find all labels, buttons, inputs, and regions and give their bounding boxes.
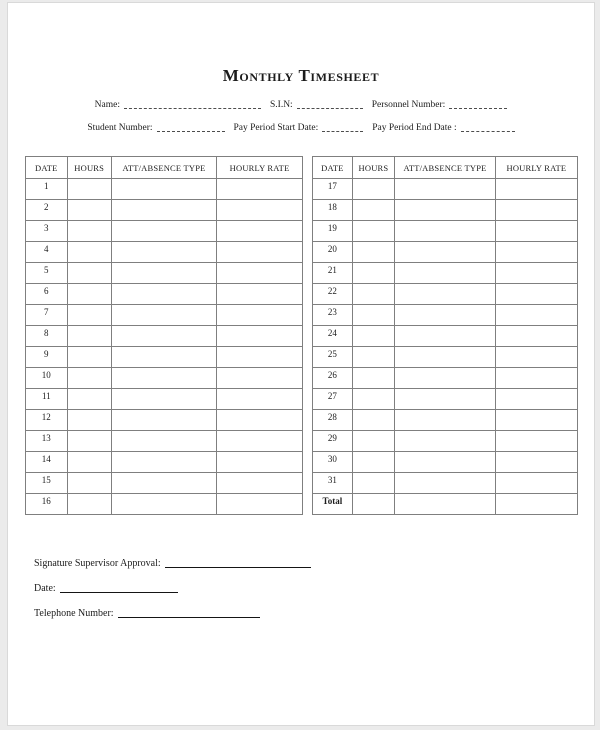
date-cell: 10 (26, 368, 68, 389)
sin-field (270, 99, 363, 112)
timesheet-row (313, 473, 578, 494)
date-cell: 12 (26, 410, 68, 431)
timesheet-row (26, 263, 303, 284)
hourly-rate-cell (495, 305, 577, 326)
date-cell: 6 (26, 284, 68, 305)
timesheet-row (26, 326, 303, 347)
date-cell: 20 (313, 242, 353, 263)
signature-line (165, 559, 311, 568)
hourly-rate-cell (495, 410, 577, 431)
hourly-rate-cell (495, 326, 577, 347)
hourly-rate-cell (495, 263, 577, 284)
hourly-rate-cell (217, 410, 303, 431)
date-cell: 3 (26, 221, 68, 242)
student-number-fill-line (157, 123, 225, 132)
hours-cell (352, 179, 394, 200)
name-fill-line (124, 100, 261, 109)
date-cell: 23 (313, 305, 353, 326)
hours-cell (352, 284, 394, 305)
hourly-rate-cell (217, 263, 303, 284)
document-title: Monthly Timesheet (222, 66, 380, 85)
pay-period-end-field (372, 122, 514, 135)
timesheet-row (313, 368, 578, 389)
hourly-rate-cell (217, 389, 303, 410)
att-absence-type-cell (395, 368, 496, 389)
column-header: HOURLY RATE (217, 157, 303, 179)
timesheet-table-right (312, 156, 578, 515)
pay-period-start-field (234, 122, 364, 135)
att-absence-type-cell (111, 221, 216, 242)
att-absence-type-cell (111, 410, 216, 431)
att-absence-type-cell (395, 410, 496, 431)
hours-cell (67, 452, 111, 473)
date-cell: 18 (313, 200, 353, 221)
date-label: Date: (34, 583, 56, 594)
att-absence-type-cell (111, 452, 216, 473)
timesheet-row (313, 200, 578, 221)
telephone-line (118, 609, 260, 618)
hourly-rate-cell (495, 368, 577, 389)
timesheet-row (313, 284, 578, 305)
hours-cell (67, 284, 111, 305)
date-cell: 27 (313, 389, 353, 410)
sin-label: S.I.N: (270, 100, 293, 110)
att-absence-type-cell (111, 200, 216, 221)
date-cell: 8 (26, 326, 68, 347)
name-label: Name: (94, 100, 120, 110)
date-cell: 21 (313, 263, 353, 284)
date-cell: 9 (26, 347, 68, 368)
att-absence-type-cell (111, 263, 216, 284)
att-absence-type-cell (111, 326, 216, 347)
table-header-row (313, 157, 578, 179)
timesheet-row (313, 347, 578, 368)
att-absence-type-cell (395, 263, 496, 284)
hours-cell (67, 305, 111, 326)
timesheet-row (26, 431, 303, 452)
timesheet-row (26, 368, 303, 389)
hours-cell (352, 347, 394, 368)
timesheet-row (26, 494, 303, 515)
hourly-rate-cell (495, 389, 577, 410)
att-absence-type-cell (395, 326, 496, 347)
att-absence-type-cell (395, 200, 496, 221)
hours-cell (67, 473, 111, 494)
signature-supervisor-approval-label: Signature Supervisor Approval: (34, 558, 161, 569)
hours-cell (352, 263, 394, 284)
timesheet-row (313, 326, 578, 347)
hours-cell (352, 452, 394, 473)
date-cell: 7 (26, 305, 68, 326)
date-cell: 19 (313, 221, 353, 242)
sin-fill-line (297, 100, 363, 109)
hours-cell (352, 368, 394, 389)
date-cell: 4 (26, 242, 68, 263)
hours-cell (67, 221, 111, 242)
hours-cell (352, 431, 394, 452)
date-cell: 24 (313, 326, 353, 347)
hourly-rate-cell (495, 284, 577, 305)
timesheet-row (26, 179, 303, 200)
hours-cell (352, 200, 394, 221)
att-absence-type-cell (111, 305, 216, 326)
column-header: HOURS (352, 157, 394, 179)
column-header: HOURLY RATE (495, 157, 577, 179)
date-cell: 17 (313, 179, 353, 200)
timesheet-row (313, 494, 578, 515)
timesheet-row (26, 473, 303, 494)
hourly-rate-cell (495, 473, 577, 494)
telephone-number-field (34, 607, 594, 620)
att-absence-type-cell (395, 389, 496, 410)
pay-period-end-fill-line (461, 123, 515, 132)
att-absence-type-cell (395, 494, 496, 515)
signature-supervisor-approval-field (34, 557, 594, 570)
date-field (34, 582, 594, 595)
hours-cell (352, 389, 394, 410)
att-absence-type-cell (395, 431, 496, 452)
timesheet-row (313, 431, 578, 452)
hourly-rate-cell (217, 431, 303, 452)
att-absence-type-cell (395, 452, 496, 473)
date-cell: 5 (26, 263, 68, 284)
hourly-rate-cell (495, 494, 577, 515)
timesheet-row (26, 221, 303, 242)
pay-period-start-fill-line (322, 123, 363, 132)
att-absence-type-cell (111, 179, 216, 200)
att-absence-type-cell (395, 473, 496, 494)
hours-cell (67, 389, 111, 410)
timesheet-row (26, 347, 303, 368)
hours-cell (67, 368, 111, 389)
att-absence-type-cell (111, 389, 216, 410)
hours-cell (67, 263, 111, 284)
hours-cell (352, 305, 394, 326)
timesheet-row (313, 263, 578, 284)
hourly-rate-cell (495, 242, 577, 263)
column-header: ATT/ABSENCE TYPE (111, 157, 216, 179)
hourly-rate-cell (217, 473, 303, 494)
date-cell: 14 (26, 452, 68, 473)
date-cell: 30 (313, 452, 353, 473)
timesheet-row (26, 389, 303, 410)
hours-cell (67, 347, 111, 368)
pay-period-start-label: Pay Period Start Date: (233, 123, 319, 133)
hourly-rate-cell (217, 305, 303, 326)
timesheet-row (313, 179, 578, 200)
date-cell: 26 (313, 368, 353, 389)
att-absence-type-cell (111, 473, 216, 494)
column-header: HOURS (67, 157, 111, 179)
att-absence-type-cell (111, 431, 216, 452)
timesheet-row (26, 200, 303, 221)
att-absence-type-cell (111, 242, 216, 263)
hourly-rate-cell (217, 200, 303, 221)
hours-cell (67, 410, 111, 431)
hours-cell (67, 326, 111, 347)
date-cell: 1 (26, 179, 68, 200)
telephone-number-label: Telephone Number: (34, 608, 114, 619)
footer-fields (34, 557, 594, 620)
hourly-rate-cell (495, 452, 577, 473)
hourly-rate-cell (217, 368, 303, 389)
date-cell: 2 (26, 200, 68, 221)
hours-cell (352, 494, 394, 515)
date-cell: 28 (313, 410, 353, 431)
att-absence-type-cell (111, 347, 216, 368)
att-absence-type-cell (111, 494, 216, 515)
att-absence-type-cell (395, 347, 496, 368)
hours-cell (352, 473, 394, 494)
att-absence-type-cell (395, 221, 496, 242)
total-label-cell: Total (313, 494, 353, 515)
student-number-label: Student Number: (87, 123, 153, 133)
header-fields-row-2 (8, 122, 594, 135)
hours-cell (352, 410, 394, 431)
timesheet-row (26, 452, 303, 473)
column-header: ATT/ABSENCE TYPE (395, 157, 496, 179)
personnel-number-label: Personnel Number: (371, 100, 446, 110)
timesheet-row (313, 452, 578, 473)
hours-cell (352, 326, 394, 347)
column-header: DATE (313, 157, 353, 179)
hourly-rate-cell (217, 179, 303, 200)
hours-cell (352, 221, 394, 242)
timesheet-row (313, 242, 578, 263)
hours-cell (67, 494, 111, 515)
timesheet-page (7, 2, 595, 726)
date-cell: 29 (313, 431, 353, 452)
header-fields-row-1 (8, 99, 594, 112)
name-field (95, 99, 261, 112)
hourly-rate-cell (495, 221, 577, 242)
hourly-rate-cell (495, 200, 577, 221)
date-cell: 13 (26, 431, 68, 452)
table-header-row (26, 157, 303, 179)
pay-period-end-label: Pay Period End Date : (372, 123, 457, 133)
hourly-rate-cell (495, 179, 577, 200)
hours-cell (67, 179, 111, 200)
hourly-rate-cell (217, 326, 303, 347)
timesheet-table-left (25, 156, 303, 515)
att-absence-type-cell (395, 284, 496, 305)
hourly-rate-cell (217, 221, 303, 242)
timesheet-row (26, 305, 303, 326)
timesheet-row (313, 389, 578, 410)
hours-cell (352, 242, 394, 263)
student-number-field (87, 122, 224, 135)
hourly-rate-cell (217, 284, 303, 305)
timesheet-tables (25, 156, 594, 515)
att-absence-type-cell (395, 179, 496, 200)
hours-cell (67, 431, 111, 452)
timesheet-row (26, 410, 303, 431)
column-header: DATE (26, 157, 68, 179)
timesheet-row (313, 221, 578, 242)
date-cell: 11 (26, 389, 68, 410)
timesheet-row (313, 305, 578, 326)
att-absence-type-cell (111, 284, 216, 305)
date-cell: 25 (313, 347, 353, 368)
date-cell: 31 (313, 473, 353, 494)
personnel-number-fill-line (449, 100, 507, 109)
att-absence-type-cell (111, 368, 216, 389)
hourly-rate-cell (217, 242, 303, 263)
date-cell: 16 (26, 494, 68, 515)
hours-cell (67, 200, 111, 221)
att-absence-type-cell (395, 242, 496, 263)
att-absence-type-cell (395, 305, 496, 326)
date-cell: 22 (313, 284, 353, 305)
hourly-rate-cell (217, 494, 303, 515)
hourly-rate-cell (217, 452, 303, 473)
personnel-number-field (372, 99, 508, 112)
date-cell: 15 (26, 473, 68, 494)
timesheet-row (26, 284, 303, 305)
hourly-rate-cell (495, 347, 577, 368)
date-line (60, 584, 178, 593)
hourly-rate-cell (495, 431, 577, 452)
timesheet-row (26, 242, 303, 263)
timesheet-row (313, 410, 578, 431)
hourly-rate-cell (217, 347, 303, 368)
hours-cell (67, 242, 111, 263)
